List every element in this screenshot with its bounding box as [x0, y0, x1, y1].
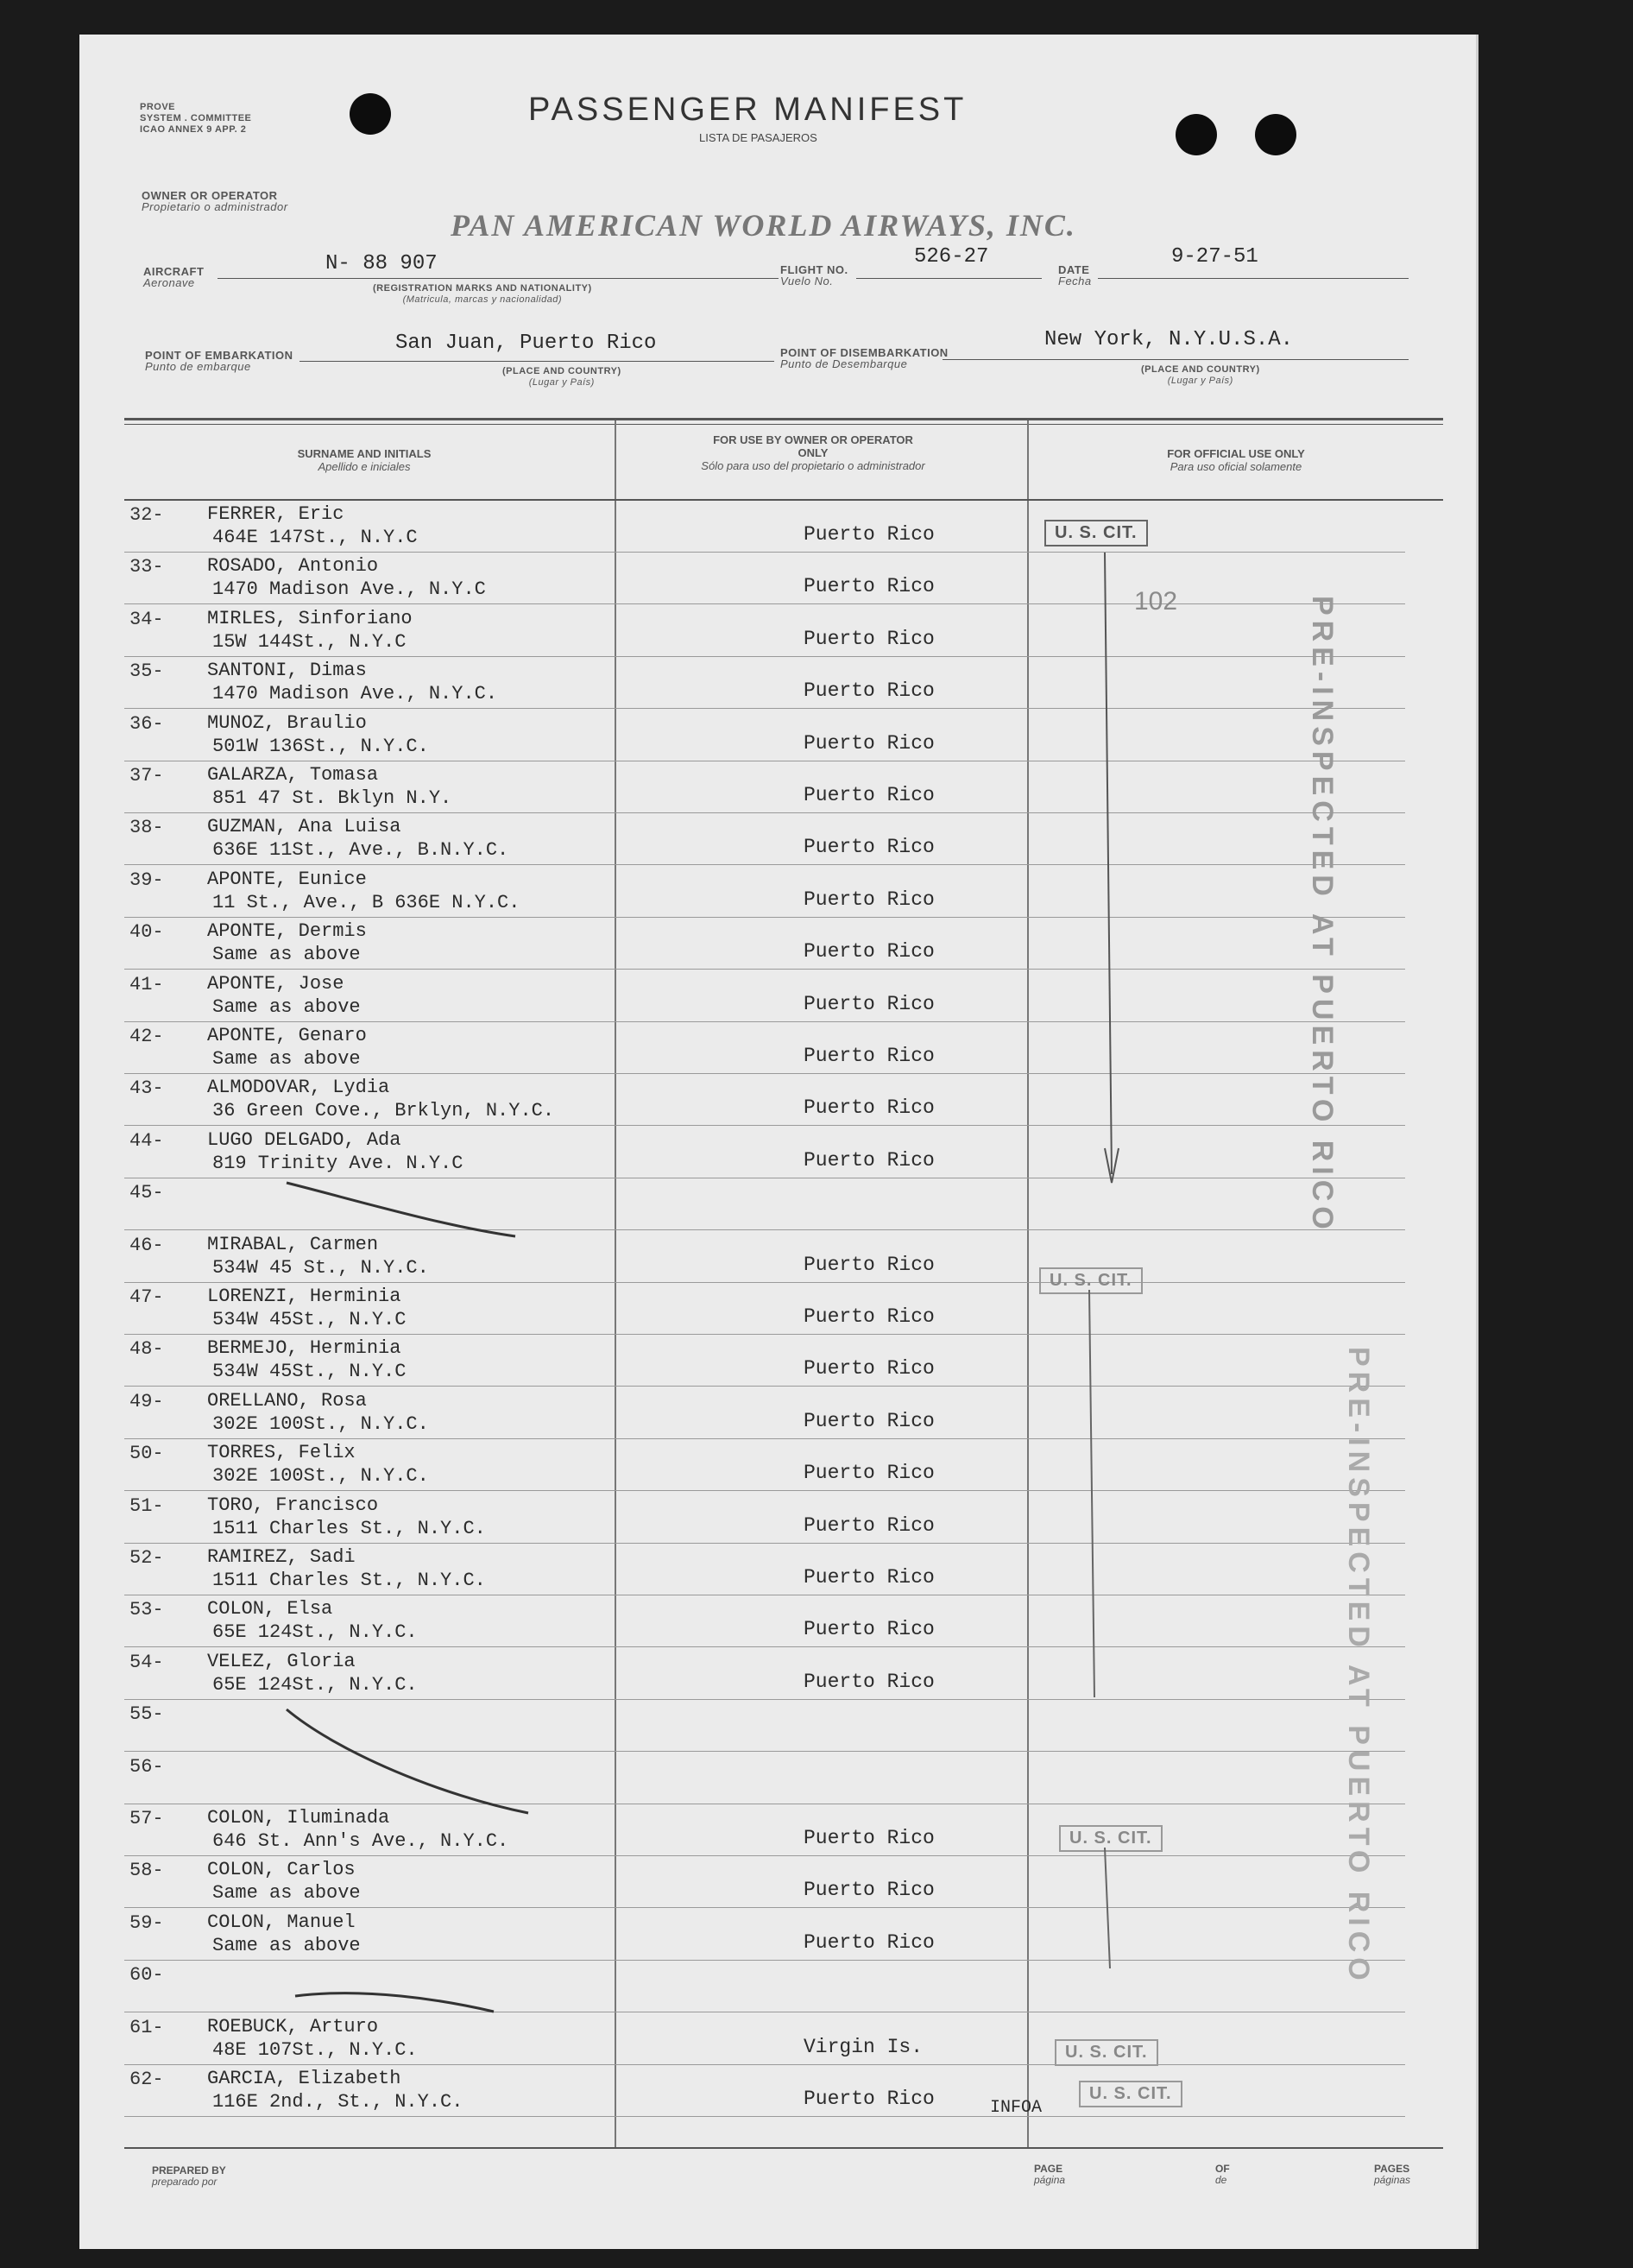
passenger-origin: Puerto Rico: [804, 2088, 935, 2110]
passenger-address: Same as above: [212, 995, 361, 1018]
strike-mark: [295, 1993, 494, 2012]
table-bottom-rule: [124, 2147, 1443, 2149]
date-label-en: DATE: [1058, 263, 1090, 276]
passenger-origin: Puerto Rico: [804, 836, 935, 859]
prepared-by-en: PREPARED BY: [152, 2164, 226, 2176]
approval-line: SYSTEM . COMMITTEE: [140, 113, 252, 123]
passenger-name: BERMEJO, Herminia: [207, 1337, 401, 1360]
passenger-origin: Puerto Rico: [804, 1879, 935, 1902]
passenger-origin: Puerto Rico: [804, 731, 935, 755]
passenger-address: 636E 11St., Ave., B.N.Y.C.: [212, 839, 509, 862]
passenger-address: 65E 124St., N.Y.C.: [212, 1621, 418, 1644]
owner-label-en: OWNER OR OPERATOR: [142, 189, 278, 202]
flight-value: 526-27: [914, 245, 989, 268]
passenger-origin: Puerto Rico: [804, 1305, 935, 1328]
flight-label-es: Vuelo No.: [780, 275, 834, 287]
page-label-en: PAGE: [1034, 2163, 1063, 2175]
passenger-name: APONTE, Dermis: [207, 920, 367, 943]
prepared-by-label: [152, 2165, 226, 2188]
row-number: 46-: [129, 1234, 164, 1256]
passenger-origin: Puerto Rico: [804, 888, 935, 911]
passenger-name: APONTE, Genaro: [207, 1025, 367, 1046]
passenger-address: Same as above: [212, 1934, 361, 1956]
us-cit-stamp: U. S. CIT.: [1079, 2081, 1182, 2107]
row-number: 33-: [129, 556, 164, 578]
row-number: 45-: [129, 1182, 164, 1204]
passenger-address: 15W 144St., N.Y.C: [212, 630, 407, 653]
passenger-name: ROEBUCK, Arturo: [207, 2015, 379, 2037]
passenger-address: 11 St., Ave., B 636E N.Y.C.: [212, 891, 520, 913]
passenger-address: 1470 Madison Ave., N.Y.C.: [212, 683, 498, 705]
row-number: 54-: [129, 1651, 164, 1673]
column-header-official-en: FOR OFFICIAL USE ONLY: [1167, 447, 1305, 460]
embark-value: San Juan, Puerto Rico: [395, 332, 657, 355]
disembark-label-en: POINT OF DISEMBARKATION: [780, 346, 949, 359]
passenger-origin: Puerto Rico: [804, 1045, 935, 1067]
disembark-value: New York, N.Y.U.S.A.: [1044, 328, 1294, 351]
pencil-arrow-line: [1105, 553, 1112, 1174]
passenger-address: Same as above: [212, 1048, 361, 1070]
disembark-sub-es: (Lugar y País): [1167, 376, 1233, 386]
pages-label: [1374, 2164, 1410, 2186]
manifest-sheet: [79, 35, 1479, 2249]
aircraft-label-en: AIRCRAFT: [143, 265, 205, 278]
page-label-es: página: [1034, 2174, 1066, 2186]
passenger-name: ROSADO, Antonio: [207, 555, 379, 578]
passenger-name: LORENZI, Herminia: [207, 1286, 401, 1307]
row-number: 51-: [129, 1494, 164, 1517]
strike-mark: [287, 1709, 528, 1813]
passenger-address: Same as above: [212, 944, 361, 966]
pencil-count: 102: [1134, 587, 1178, 616]
passenger-name: VELEZ, Gloria: [207, 1650, 356, 1672]
passenger-origin: Puerto Rico: [804, 679, 935, 703]
passenger-address: 534W 45St., N.Y.C: [212, 1361, 407, 1383]
passenger-origin: Puerto Rico: [804, 784, 935, 806]
passenger-name: COLON, Iluminada: [207, 1807, 390, 1829]
passenger-name: GARCIA, Elizabeth: [207, 2068, 401, 2089]
row-number: 58-: [129, 1860, 164, 1882]
aircraft-sub-es: (Matricula, marcas y nacionalidad): [402, 294, 563, 305]
passenger-address: 302E 100St., N.Y.C.: [212, 1465, 429, 1488]
date-label-es: Fecha: [1058, 275, 1092, 287]
passenger-address: 534W 45 St., N.Y.C.: [212, 1256, 429, 1279]
us-cit-stamp: U. S. CIT.: [1055, 2039, 1158, 2066]
row-number: 49-: [129, 1390, 164, 1412]
embark-label-es: Punto de embarque: [145, 360, 251, 373]
passenger-address: 819 Trinity Ave. N.Y.C: [212, 1152, 463, 1174]
row-number: 35-: [129, 660, 164, 683]
passenger-origin: Puerto Rico: [804, 1409, 935, 1432]
row-number: 44-: [129, 1129, 164, 1152]
passenger-name: ORELLANO, Rosa: [207, 1389, 367, 1412]
column-header-official-es: Para uso oficial solamente: [1170, 460, 1302, 473]
row-number: 39-: [129, 869, 164, 891]
flight-label-en: FLIGHT NO.: [780, 263, 848, 276]
passenger-name: GUZMAN, Ana Luisa: [207, 816, 401, 838]
row-number: 41-: [129, 973, 164, 995]
passenger-origin: Puerto Rico: [804, 992, 935, 1015]
owner-label-es: Propietario o administrador: [142, 200, 288, 213]
passenger-name: GALARZA, Tomasa: [207, 764, 379, 786]
aircraft-sub-en: (REGISTRATION MARKS AND NATIONALITY): [373, 283, 592, 294]
us-cit-stamp: U. S. CIT.: [1059, 1825, 1163, 1852]
row-number: 59-: [129, 1911, 164, 1934]
pencil-arrow-line: [1105, 1848, 1110, 1968]
page-subtitle: LISTA DE PASAJEROS: [699, 131, 817, 144]
row-number: 40-: [129, 921, 164, 944]
column-header-owner-es: Sólo para uso del propietario o administrador: [701, 459, 925, 472]
passenger-address: 851 47 St. Bklyn N.Y.: [212, 787, 452, 809]
row-number: 60-: [129, 1964, 164, 1987]
prepared-by-es: preparado por: [152, 2176, 218, 2188]
row-number: 56-: [129, 1755, 164, 1778]
passenger-name: MUNOZ, Braulio: [207, 711, 367, 734]
pages-label-es: páginas: [1374, 2174, 1411, 2186]
approval-line: ICAO ANNEX 9 APP. 2: [140, 124, 247, 135]
passenger-origin: Virgin Is.: [804, 2035, 924, 2058]
of-label: [1215, 2164, 1230, 2186]
row-number: 48-: [129, 1338, 164, 1361]
page-title: PASSENGER MANIFEST: [528, 92, 968, 128]
passenger-name: COLON, Manuel: [207, 1911, 356, 1933]
aircraft-value: N- 88 907: [325, 252, 438, 275]
row-number: 32-: [129, 504, 164, 526]
passenger-name: LUGO DELGADO, Ada: [207, 1128, 401, 1151]
row-number: 34-: [129, 608, 164, 630]
passenger-origin: Puerto Rico: [804, 1670, 935, 1693]
passenger-origin: Puerto Rico: [804, 1827, 935, 1849]
passenger-name: TORRES, Felix: [207, 1442, 356, 1464]
column-header-surname-en: SURNAME AND INITIALS: [297, 447, 432, 460]
passenger-name: RAMIREZ, Sadi: [207, 1546, 356, 1568]
passenger-address: 1470 Madison Ave., N.Y.C: [212, 578, 486, 601]
passenger-origin: Puerto Rico: [804, 1148, 935, 1172]
operator-name: PAN AMERICAN WORLD AIRWAYS, INC.: [451, 208, 1076, 243]
disembark-sub-en: (PLACE AND COUNTRY): [1141, 364, 1260, 375]
passenger-origin: Puerto Rico: [804, 1618, 935, 1641]
passenger-address: Same as above: [212, 1882, 361, 1905]
row-number: 47-: [129, 1286, 164, 1308]
pre-inspected-stamp: PRE-INSPECTED AT PUERTO RICO: [1342, 1347, 1375, 1986]
infoa-mark: INFOA: [990, 2098, 1043, 2118]
passenger-address: 48E 107St., N.Y.C.: [212, 2038, 418, 2061]
of-label-en: OF: [1215, 2163, 1230, 2175]
pencil-marks: [79, 35, 1476, 2249]
row-number: 36-: [129, 712, 164, 735]
passenger-address: 464E 147St., N.Y.C: [212, 527, 418, 548]
passenger-origin: Puerto Rico: [804, 1513, 935, 1537]
embark-label-en: POINT OF EMBARKATION: [145, 349, 293, 362]
passenger-name: MIRLES, Sinforiano: [207, 607, 413, 629]
page-label: [1034, 2164, 1065, 2186]
disembark-label-es: Punto de Desembarque: [780, 357, 908, 370]
passenger-origin: Puerto Rico: [804, 627, 935, 650]
pre-inspected-stamp: PRE-INSPECTED AT PUERTO RICO: [1306, 596, 1339, 1235]
row-number: 38-: [129, 817, 164, 839]
embark-sub-en: (PLACE AND COUNTRY): [502, 366, 621, 376]
pages-label-en: PAGES: [1374, 2163, 1410, 2175]
passenger-origin: Puerto Rico: [804, 1357, 935, 1380]
pencil-arrow-line: [1089, 1290, 1094, 1697]
passenger-address: 534W 45St., N.Y.C: [212, 1309, 407, 1330]
column-header-owner-en: FOR USE BY OWNER OR OPERATOR ONLY: [713, 433, 913, 459]
passenger-origin: Puerto Rico: [804, 1930, 935, 1954]
row-number: 61-: [129, 2016, 164, 2038]
passenger-origin: Puerto Rico: [804, 575, 935, 598]
passenger-origin: Puerto Rico: [804, 523, 935, 546]
row-number: 55-: [129, 1703, 164, 1726]
us-cit-stamp: U. S. CIT.: [1044, 520, 1148, 546]
passenger-address: 501W 136St., N.Y.C.: [212, 735, 429, 757]
passenger-name: SANTONI, Dimas: [207, 660, 367, 682]
of-label-es: de: [1215, 2174, 1227, 2186]
passenger-address: 36 Green Cove., Brklyn, N.Y.C.: [212, 1100, 555, 1122]
aircraft-label-es: Aeronave: [143, 276, 195, 289]
passenger-origin: Puerto Rico: [804, 940, 935, 963]
row-number: 53-: [129, 1599, 164, 1621]
us-cit-stamp: U. S. CIT.: [1039, 1267, 1143, 1294]
passenger-name: COLON, Carlos: [207, 1859, 356, 1881]
passenger-origin: Puerto Rico: [804, 1253, 935, 1276]
row-number: 62-: [129, 2069, 164, 2090]
row-number: 50-: [129, 1443, 164, 1465]
embark-sub-es: (Lugar y País): [528, 377, 595, 388]
passenger-name: APONTE, Jose: [207, 972, 344, 995]
passenger-address: 65E 124St., N.Y.C.: [212, 1673, 418, 1696]
passenger-name: TORO, Francisco: [207, 1494, 379, 1516]
passenger-origin: Puerto Rico: [804, 1462, 935, 1485]
passenger-address: 302E 100St., N.Y.C.: [212, 1412, 429, 1435]
date-value: 9-27-51: [1171, 245, 1258, 268]
strike-mark: [287, 1183, 515, 1236]
passenger-name: FERRER, Eric: [207, 503, 344, 525]
passenger-origin: Puerto Rico: [804, 1566, 935, 1589]
row-number: 52-: [129, 1547, 164, 1569]
row-number: 57-: [129, 1808, 164, 1829]
passenger-name: MIRABAL, Carmen: [207, 1233, 379, 1255]
row-number: 37-: [129, 765, 164, 787]
approval-line: PROVE: [140, 102, 176, 112]
passenger-address: 1511 Charles St., N.Y.C.: [212, 1570, 486, 1591]
passenger-name: COLON, Elsa: [207, 1598, 333, 1620]
passenger-address: 1511 Charles St., N.Y.C.: [212, 1517, 486, 1539]
passenger-address: 116E 2nd., St., N.Y.C.: [212, 2091, 463, 2113]
passenger-name: APONTE, Eunice: [207, 868, 367, 890]
row-number: 43-: [129, 1077, 164, 1100]
row-number: 42-: [129, 1026, 164, 1047]
column-header-surname-es: Apellido e iniciales: [318, 460, 411, 473]
passenger-address: 646 St. Ann's Ave., N.Y.C.: [212, 1830, 509, 1852]
passenger-name: ALMODOVAR, Lydia: [207, 1077, 390, 1099]
passenger-origin: Puerto Rico: [804, 1096, 935, 1120]
